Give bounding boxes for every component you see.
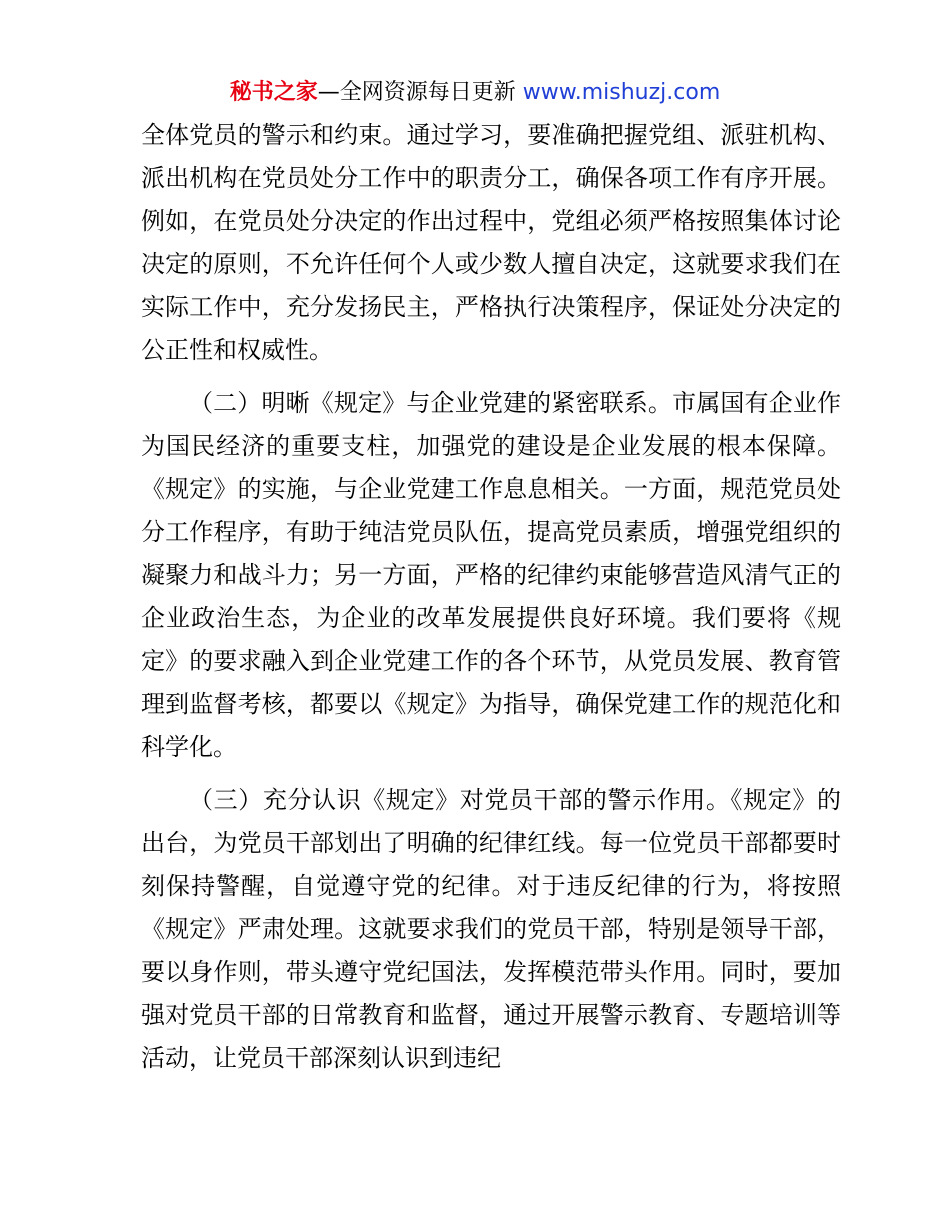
header-tagline: —全网资源每日更新 [317,80,523,105]
paragraph-continuation: 全体党员的警示和约束。通过学习，要准确把握党组、派驻机构、派出机构在党员处分工作中的职责分工，确保各项工作有序开展。例如，在党员处分决定的作出过程中，党组必须严格按照集体讨论决定的原则，不允许任何个人或少数人擅自决定，这就要求我们在实际工作中，充分发扬民主，严格执行决策程序，保证处分决定的公正性和权威性。 [141,121,841,364]
brand-name: 秘书之家 [229,80,318,105]
page-header [0,78,950,108]
paragraph-section-2: （二）明晰《规定》与企业党建的紧密联系。市属国有企业作为国民经济的重要支柱，加强党的建设是企业发展的根本保障。《规定》的实施，与企业党建工作息息相关。一方面，规范党员处分工作程序，有助于纯洁党员队伍，提高党员素质，增强党组织的凝聚力和战斗力；另一方面，严格的纪律约束能够营造风清气正的企业政治生态，为企业的改革发展提供良好环境。我们要将《规定》的要求融入到企业党建工作的各个环节，从党员发展、教育管理到监督考核，都要以《规定》为指导，确保党建工作的规范化和科学化。 [141,389,841,761]
paragraph-section-3: （三）充分认识《规定》对党员干部的警示作用。《规定》的出台，为党员干部划出了明确的纪律红线。每一位党员干部都要时刻保持警醒，自觉遵守党的纪律。对于违反纪律的行为，将按照《规定》严肃处理。这就要求我们的党员干部，特别是领导干部，要以身作则，带头遵守党纪国法，发挥模范带头作用。同时，要加强对党员干部的日常教育和监督，通过开展警示教育、专题培训等活动，让党员干部深刻认识到违纪 [141,786,841,1072]
document-body [141,114,841,1080]
site-url: www.mishuzj.com [522,80,721,105]
